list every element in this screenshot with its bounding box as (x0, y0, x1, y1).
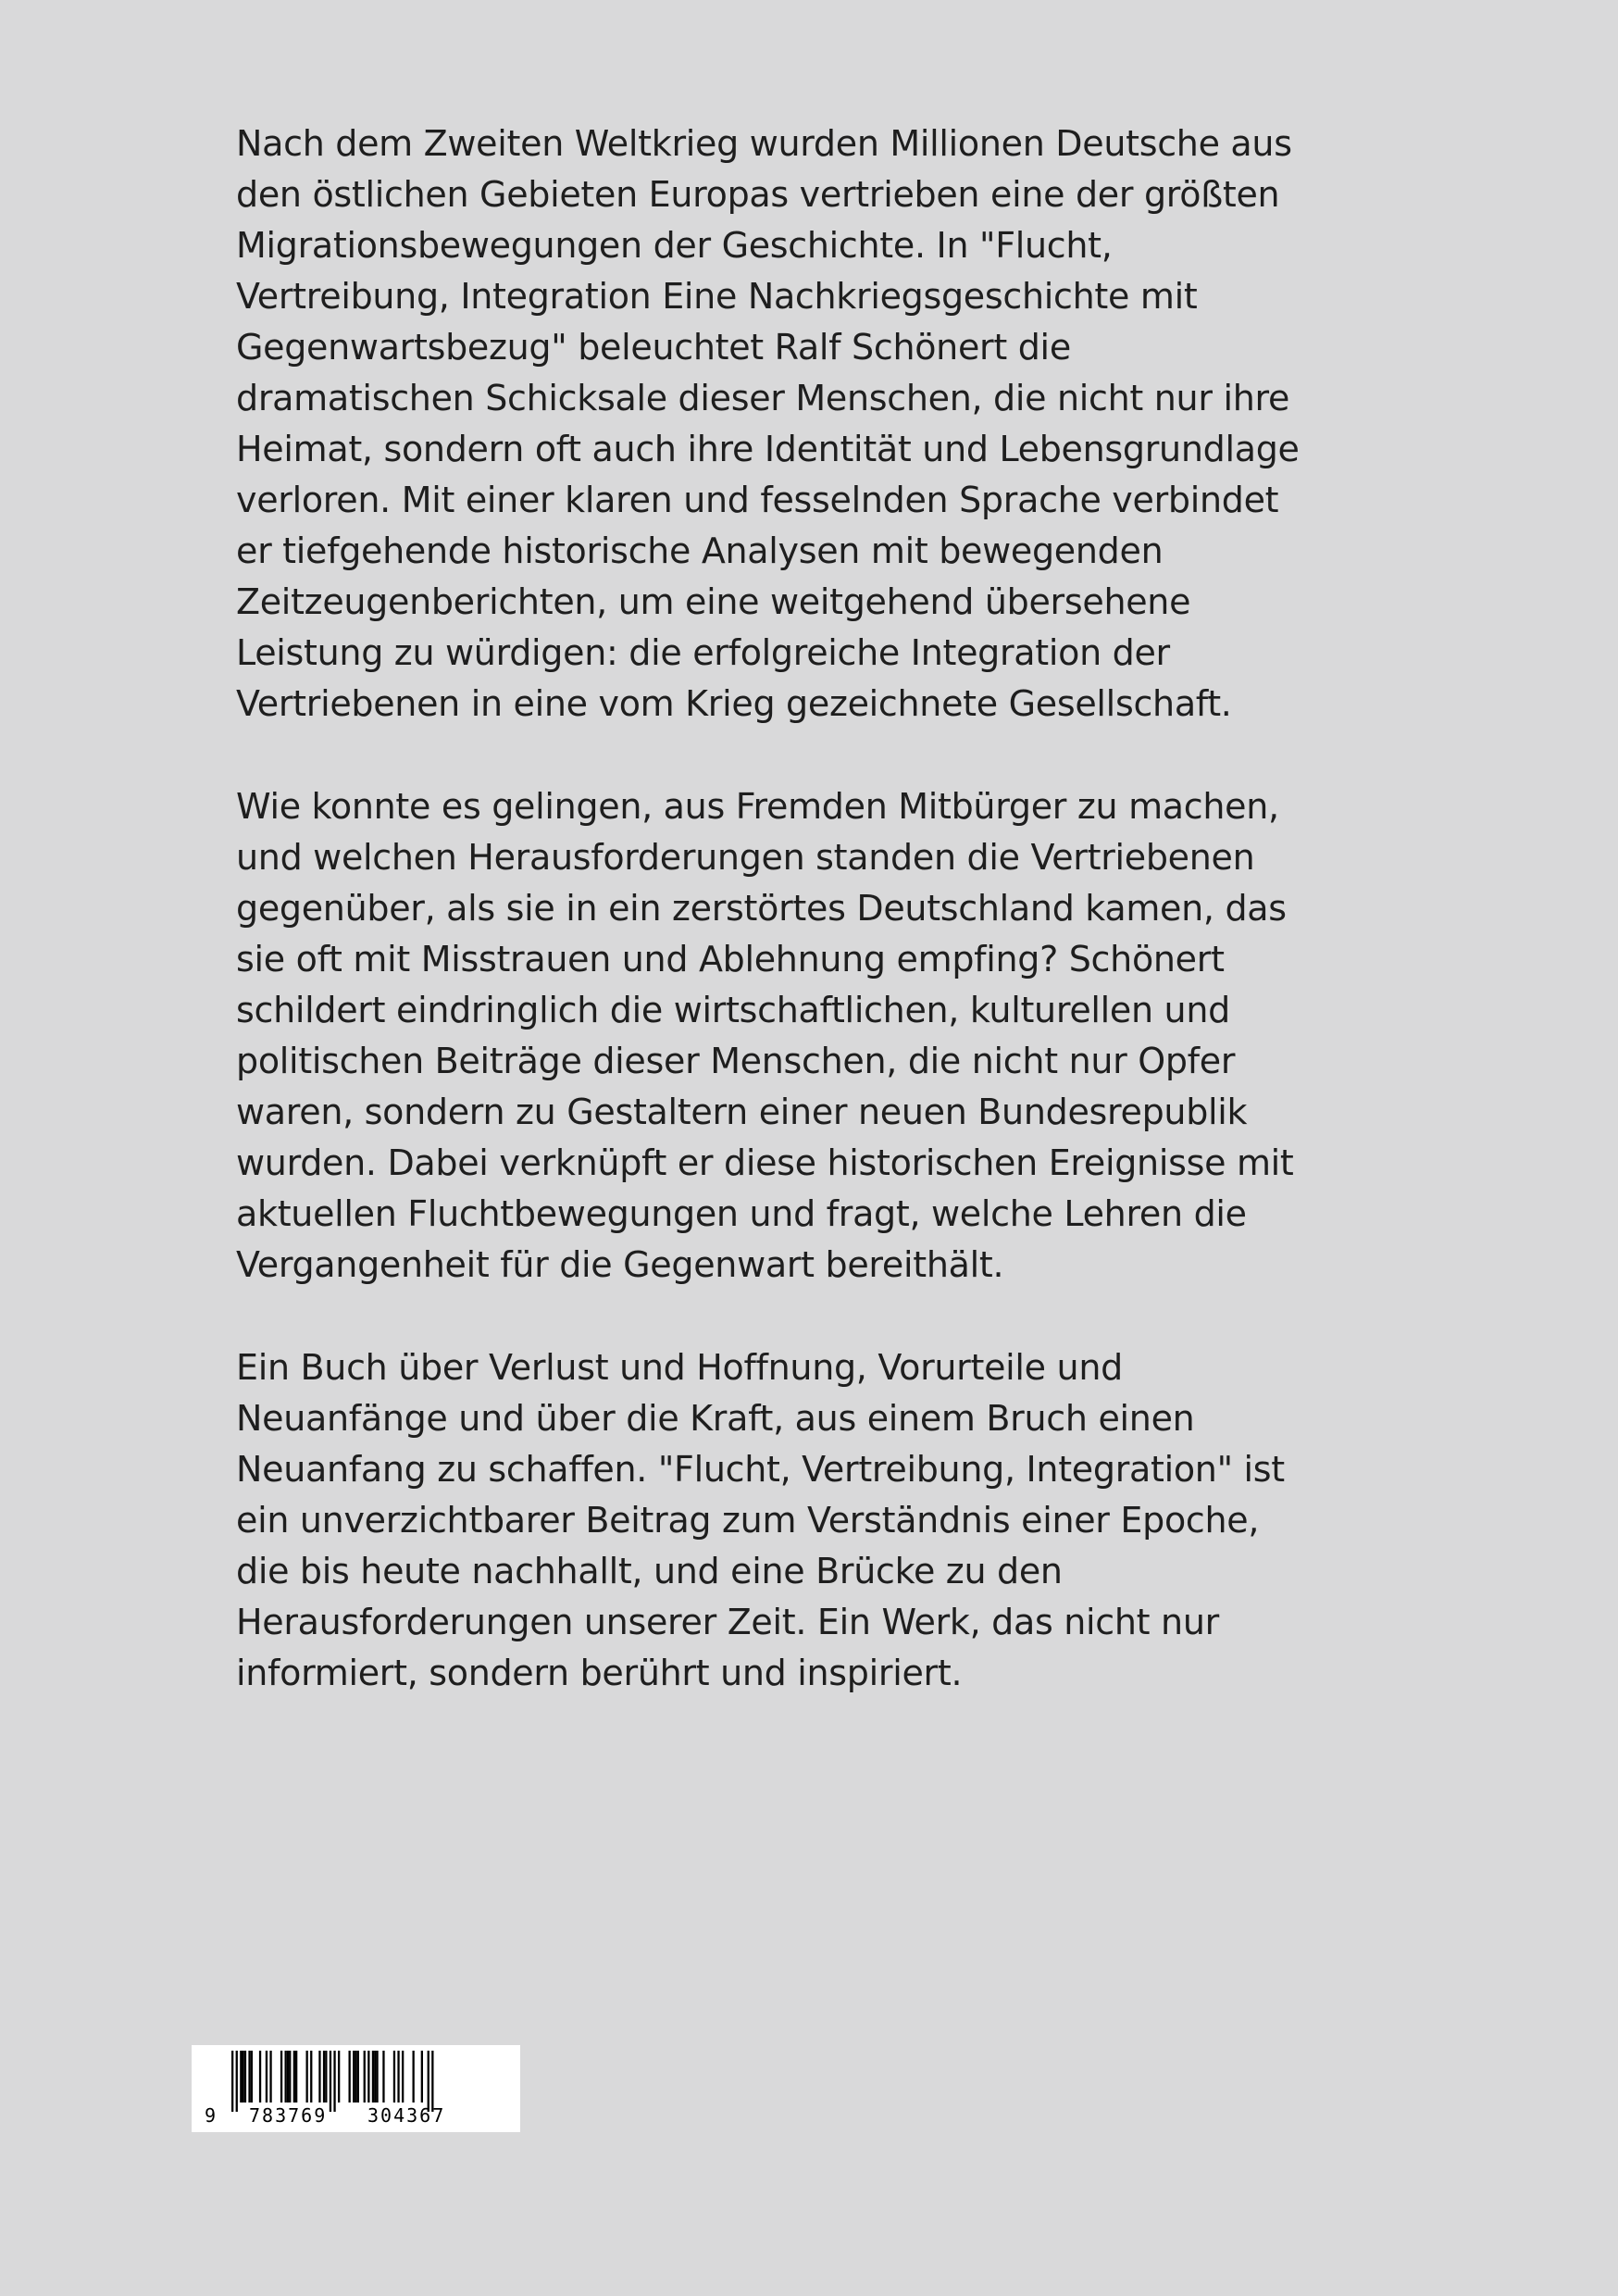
barcode-bar (306, 2051, 308, 2103)
barcode-bar (310, 2051, 312, 2103)
barcode-bar (248, 2051, 250, 2103)
text-line: Vertreibung, Integration Eine Nachkriegsgeschichte mit (236, 276, 1198, 317)
text-line: Migrationsbewegungen der Geschichte. In "Flucht, (236, 225, 1113, 266)
barcode-bar (333, 2051, 335, 2112)
barcode-bar (240, 2051, 242, 2103)
text-line: Vertriebenen in eine vom Krieg gezeichnete Gesellschaft. (236, 683, 1232, 724)
text-line: gegenüber, als sie in ein zerstörtes Deutschland kamen, das (236, 888, 1287, 929)
barcode-bar (231, 2051, 233, 2112)
text-line: den östlichen Gebieten Europas vertrieben eine der größten (236, 174, 1280, 215)
barcode-bar (364, 2051, 366, 2103)
barcode-bar (402, 2051, 404, 2103)
barcode-bar (374, 2051, 376, 2103)
text-line: verloren. Mit einer klaren und fesselnden Sprache verbindet (236, 480, 1279, 520)
text-line: Zeitzeugenberichten, um eine weitgehend übersehene (236, 581, 1191, 622)
text-line: die bis heute nachhallt, und eine Brücke zu den (236, 1551, 1063, 1591)
text-line: ein unverzichtbarer Beitrag zum Verständnis einer Epoche, (236, 1500, 1260, 1541)
barcode-bar (397, 2051, 399, 2103)
barcode-bar (280, 2051, 282, 2103)
text-line: Neuanfang zu schaffen. "Flucht, Vertreibung, Integration" ist (236, 1449, 1285, 1490)
barcode-bar (421, 2051, 423, 2103)
text-line: sie oft mit Misstrauen und Ablehnung empfing? Schönert (236, 939, 1225, 980)
text-line: politischen Beiträge dieser Menschen, die nicht nur Opfer (236, 1041, 1236, 1081)
barcode-bar (285, 2051, 287, 2103)
text-line: schildert eindringlich die wirtschaftlichen, kulturellen und (236, 990, 1230, 1030)
barcode-bar (293, 2051, 295, 2103)
text-line: dramatischen Schicksale dieser Menschen, die nicht nur ihre (236, 378, 1290, 418)
barcode-bar (259, 2051, 261, 2103)
text-line: waren, sondern zu Gestaltern einer neuen Bundesrepublik (236, 1092, 1248, 1132)
barcode-bar (382, 2051, 384, 2103)
text-line: Gegenwartsbezug" beleuchtet Ralf Schönert die (236, 327, 1071, 368)
isbn-barcode (192, 2045, 520, 2132)
barcode-bar (367, 2051, 369, 2103)
barcode-right-digits: 304367 (367, 2104, 446, 2127)
barcode-bar (318, 2051, 320, 2103)
text-line: Neuanfänge und über die Kraft, aus einem Bruch einen (236, 1398, 1195, 1439)
text-line: Ein Buch über Verlust und Hoffnung, Vorurteile und (236, 1347, 1123, 1388)
text-line: und welchen Herausforderungen standen die Vertriebenen (236, 837, 1255, 878)
barcode-bar (325, 2051, 327, 2103)
barcode-bar (323, 2051, 325, 2103)
barcode-bar (413, 2051, 415, 2103)
text-line: Leistung zu würdigen: die erfolgreiche Integration der (236, 632, 1170, 673)
barcode-bar (372, 2051, 374, 2103)
barcode-left-digits: 783769 (249, 2104, 328, 2127)
barcode-bar (269, 2051, 271, 2103)
barcode-bar (236, 2051, 238, 2112)
barcode-bar (355, 2051, 356, 2103)
barcode-bar (266, 2051, 268, 2103)
text-line: Heimat, sondern oft auch ihre Identität und Lebensgrundlage (236, 429, 1300, 469)
barcode-lead-digit: 9 (205, 2104, 218, 2127)
text-line: wurden. Dabei verknüpft er diese historischen Ereignisse mit (236, 1142, 1294, 1183)
barcode-bar (330, 2051, 331, 2112)
barcode-bar (349, 2051, 351, 2103)
barcode-bar (251, 2051, 253, 2103)
text-line: Herausforderungen unserer Zeit. Ein Werk, das nicht nur (236, 1602, 1219, 1642)
text-line: Nach dem Zweiten Weltkrieg wurden Millionen Deutsche aus (236, 123, 1292, 164)
barcode-bar (357, 2051, 359, 2103)
barcode-bar (244, 2051, 246, 2103)
text-line: Wie konnte es gelingen, aus Fremden Mitbürger zu machen, (236, 786, 1279, 827)
barcode-bars (192, 2045, 520, 2132)
barcode-bar (295, 2051, 297, 2103)
barcode-bar (428, 2051, 429, 2112)
barcode-bar (393, 2051, 395, 2103)
barcode-bar (287, 2051, 289, 2103)
barcode-bar (376, 2051, 378, 2103)
paragraph-2 (236, 781, 1402, 1291)
barcode-bar (338, 2051, 340, 2103)
barcode-bar (289, 2051, 291, 2103)
text-line: er tiefgehende historische Analysen mit bewegenden (236, 530, 1164, 571)
barcode-bar (431, 2051, 433, 2112)
barcode-bar (353, 2051, 355, 2103)
text-line: aktuellen Fluchtbewegungen und fragt, welche Lehren die (236, 1193, 1247, 1234)
text-line: Vergangenheit für die Gegenwart bereithält. (236, 1244, 1004, 1285)
barcode-bar (243, 2051, 244, 2103)
text-line: informiert, sondern berührt und inspiriert. (236, 1653, 963, 1693)
paragraph-3 (236, 1342, 1402, 1699)
back-cover-text (236, 119, 1402, 1751)
paragraph-1 (236, 119, 1402, 730)
